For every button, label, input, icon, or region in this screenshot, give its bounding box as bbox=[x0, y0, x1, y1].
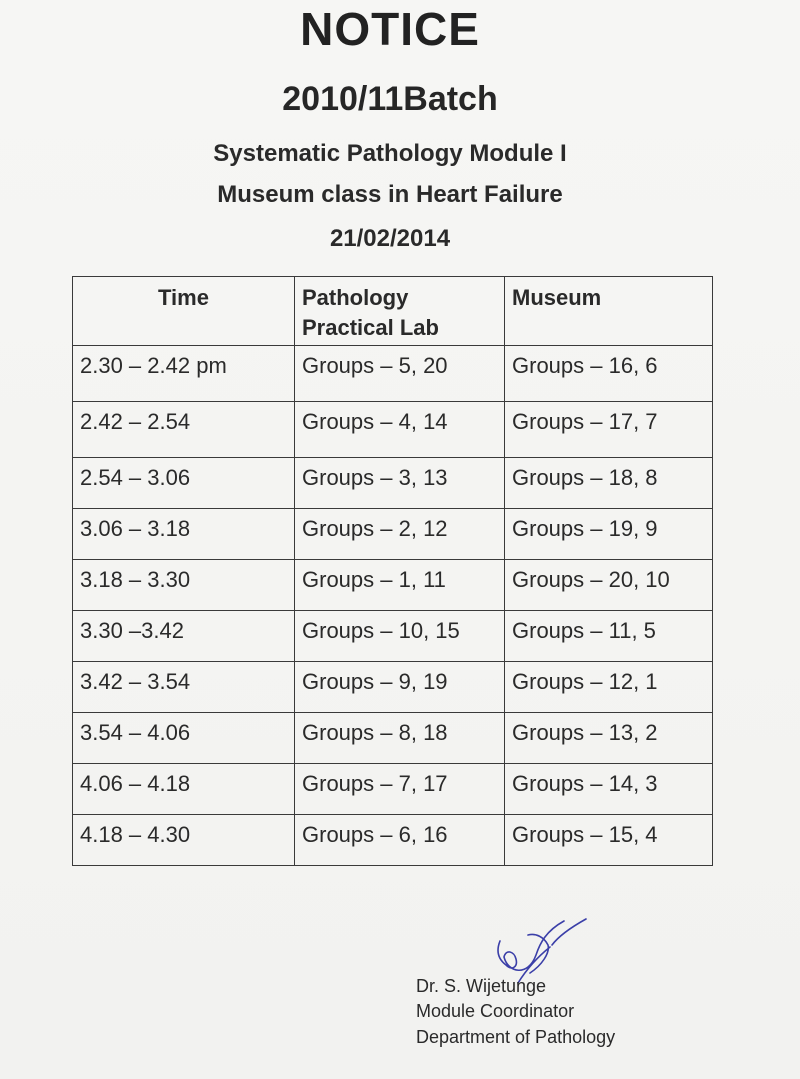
signatory-name: Dr. S. Wijetunge bbox=[416, 976, 547, 996]
cell-pathology-lab: Groups – 10, 15 bbox=[295, 611, 505, 662]
cell-museum: Groups – 20, 10 bbox=[505, 560, 713, 611]
cell-time: 3.18 – 3.30 bbox=[73, 560, 295, 611]
cell-pathology-lab: Groups – 7, 17 bbox=[295, 764, 505, 815]
header-museum: Museum bbox=[505, 277, 713, 346]
notice-title: NOTICE bbox=[300, 3, 480, 55]
header-time: Time bbox=[73, 277, 295, 346]
cell-museum: Groups – 18, 8 bbox=[505, 458, 713, 509]
header-pathology-lab-text: Pathology Practical Lab bbox=[302, 285, 439, 340]
signatory-role: Module Coordinator bbox=[416, 1001, 575, 1021]
cell-museum: Groups – 14, 3 bbox=[505, 764, 713, 815]
table-row bbox=[73, 611, 713, 662]
cell-pathology-lab: Groups – 3, 13 bbox=[295, 458, 505, 509]
header-pathology-lab bbox=[295, 277, 505, 346]
table-row bbox=[73, 560, 713, 611]
module-heading: Systematic Pathology Module I bbox=[213, 140, 567, 167]
cell-pathology-lab: Groups – 8, 18 bbox=[295, 713, 505, 764]
table-row bbox=[73, 509, 713, 560]
cell-museum: Groups – 16, 6 bbox=[505, 346, 713, 402]
table-row bbox=[73, 764, 713, 815]
cell-museum: Groups – 12, 1 bbox=[505, 662, 713, 713]
batch-heading: 2010/11Batch bbox=[282, 80, 498, 118]
cell-time: 3.30 –3.42 bbox=[73, 611, 295, 662]
cell-pathology-lab: Groups – 6, 16 bbox=[295, 815, 505, 866]
cell-pathology-lab: Groups – 1, 11 bbox=[295, 560, 505, 611]
table-header-row bbox=[73, 277, 713, 346]
signatory-department: Department of Pathology bbox=[416, 1027, 616, 1047]
cell-museum: Groups – 11, 5 bbox=[505, 611, 713, 662]
cell-pathology-lab: Groups – 5, 20 bbox=[295, 346, 505, 402]
cell-museum: Groups – 15, 4 bbox=[505, 815, 713, 866]
table-row bbox=[73, 346, 713, 402]
cell-time: 3.54 – 4.06 bbox=[73, 713, 295, 764]
cell-museum: Groups – 13, 2 bbox=[505, 713, 713, 764]
cell-time: 3.06 – 3.18 bbox=[73, 509, 295, 560]
schedule-table bbox=[72, 276, 713, 866]
date-heading: 21/02/2014 bbox=[329, 225, 451, 252]
cell-pathology-lab: Groups – 4, 14 bbox=[295, 402, 505, 458]
cell-time: 2.30 – 2.42 pm bbox=[73, 346, 295, 402]
table-row bbox=[73, 815, 713, 866]
table-row bbox=[73, 713, 713, 764]
subject-heading: Museum class in Heart Failure bbox=[217, 181, 563, 208]
cell-time: 2.54 – 3.06 bbox=[73, 458, 295, 509]
cell-museum: Groups – 17, 7 bbox=[505, 402, 713, 458]
cell-museum: Groups – 19, 9 bbox=[505, 509, 713, 560]
cell-pathology-lab: Groups – 9, 19 bbox=[295, 662, 505, 713]
cell-time: 3.42 – 3.54 bbox=[73, 662, 295, 713]
table-row bbox=[73, 458, 713, 509]
cell-pathology-lab: Groups – 2, 12 bbox=[295, 509, 505, 560]
cell-time: 4.06 – 4.18 bbox=[73, 764, 295, 815]
table-row bbox=[73, 402, 713, 458]
table-row bbox=[73, 662, 713, 713]
cell-time: 4.18 – 4.30 bbox=[73, 815, 295, 866]
cell-time: 2.42 – 2.54 bbox=[73, 402, 295, 458]
